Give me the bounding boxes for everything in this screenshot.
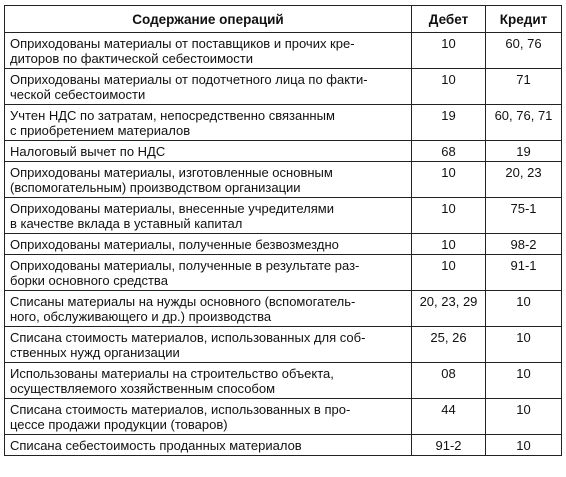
operation-text-line: борки основного средства <box>10 273 168 288</box>
accounting-entries-table <box>4 5 562 456</box>
table-row <box>5 162 562 198</box>
operation-text-line: Списана стоимость материалов, использованных для соб- <box>10 330 366 345</box>
credit-cell: 10 <box>486 399 562 435</box>
operation-description <box>5 291 412 327</box>
debit-cell: 08 <box>412 363 486 399</box>
operation-description <box>5 69 412 105</box>
operation-text-line: с приобретением материалов <box>10 123 191 138</box>
credit-cell: 91-1 <box>486 255 562 291</box>
operation-text-line: Оприходованы материалы, полученные безвозмездно <box>10 237 339 252</box>
operation-text-line: Списана себестоимость проданных материалов <box>10 438 302 453</box>
table-row <box>5 234 562 255</box>
operation-text-line: Использованы материалы на строительство объекта, <box>10 366 334 381</box>
operation-description <box>5 141 412 162</box>
operation-description <box>5 435 412 456</box>
debit-cell: 10 <box>412 198 486 234</box>
debit-cell: 10 <box>412 33 486 69</box>
operation-text-line: Оприходованы материалы, полученные в результате раз- <box>10 258 360 273</box>
operation-description <box>5 162 412 198</box>
operation-text-line: в качестве вклада в уставный капитал <box>10 216 243 231</box>
table-row <box>5 33 562 69</box>
operation-text-line: диторов по фактической себестоимости <box>10 51 253 66</box>
credit-cell: 60, 76, 71 <box>486 105 562 141</box>
operation-description <box>5 399 412 435</box>
operation-text-line: Оприходованы материалы от подотчетного лица по факти- <box>10 72 368 87</box>
operation-description <box>5 33 412 69</box>
table-row <box>5 363 562 399</box>
credit-cell: 19 <box>486 141 562 162</box>
operation-text-line: ного, обслуживающего и др.) производства <box>10 309 272 324</box>
operation-description <box>5 255 412 291</box>
credit-cell: 10 <box>486 291 562 327</box>
operation-text-line: Оприходованы материалы от поставщиков и прочих кре- <box>10 36 355 51</box>
table-row <box>5 141 562 162</box>
debit-cell: 10 <box>412 255 486 291</box>
debit-cell: 25, 26 <box>412 327 486 363</box>
table-row <box>5 327 562 363</box>
operation-text-line: Списаны материалы на нужды основного (вспомогатель- <box>10 294 356 309</box>
debit-cell: 68 <box>412 141 486 162</box>
operation-text-line: ческой себестоимости <box>10 87 146 102</box>
debit-cell: 44 <box>412 399 486 435</box>
table-row <box>5 255 562 291</box>
operation-text-line: Оприходованы материалы, внесенные учредителями <box>10 201 334 216</box>
operation-text-line: цессе продажи продукции (товаров) <box>10 417 228 432</box>
debit-cell: 91-2 <box>412 435 486 456</box>
operation-text-line: Налоговый вычет по НДС <box>10 144 166 159</box>
operation-description <box>5 105 412 141</box>
operation-description <box>5 234 412 255</box>
debit-cell: 10 <box>412 162 486 198</box>
debit-cell: 10 <box>412 234 486 255</box>
table-row <box>5 435 562 456</box>
credit-cell: 10 <box>486 363 562 399</box>
table-row <box>5 291 562 327</box>
table-row <box>5 399 562 435</box>
operation-text-line: Учтен НДС по затратам, непосредственно связанным <box>10 108 335 123</box>
header-credit: Кредит <box>486 6 562 33</box>
operation-description <box>5 327 412 363</box>
table-row <box>5 69 562 105</box>
operation-description <box>5 363 412 399</box>
table-row <box>5 105 562 141</box>
debit-cell: 19 <box>412 105 486 141</box>
table-row <box>5 198 562 234</box>
credit-cell: 60, 76 <box>486 33 562 69</box>
operation-description <box>5 198 412 234</box>
credit-cell: 75-1 <box>486 198 562 234</box>
operation-text-line: (вспомогательным) производством организации <box>10 180 301 195</box>
accounting-entries-table-container <box>4 5 561 456</box>
operation-text-line: Оприходованы материалы, изготовленные основным <box>10 165 333 180</box>
credit-cell: 20, 23 <box>486 162 562 198</box>
operation-text-line: осуществляемого хозяйственным способом <box>10 381 276 396</box>
debit-cell: 20, 23, 29 <box>412 291 486 327</box>
credit-cell: 10 <box>486 327 562 363</box>
credit-cell: 10 <box>486 435 562 456</box>
operation-text-line: Списана стоимость материалов, использованных в про- <box>10 402 351 417</box>
header-debit: Дебет <box>412 6 486 33</box>
header-operations: Содержание операций <box>5 6 412 33</box>
debit-cell: 10 <box>412 69 486 105</box>
credit-cell: 98-2 <box>486 234 562 255</box>
credit-cell: 71 <box>486 69 562 105</box>
table-header-row <box>5 6 562 33</box>
operation-text-line: ственных нужд организации <box>10 345 180 360</box>
